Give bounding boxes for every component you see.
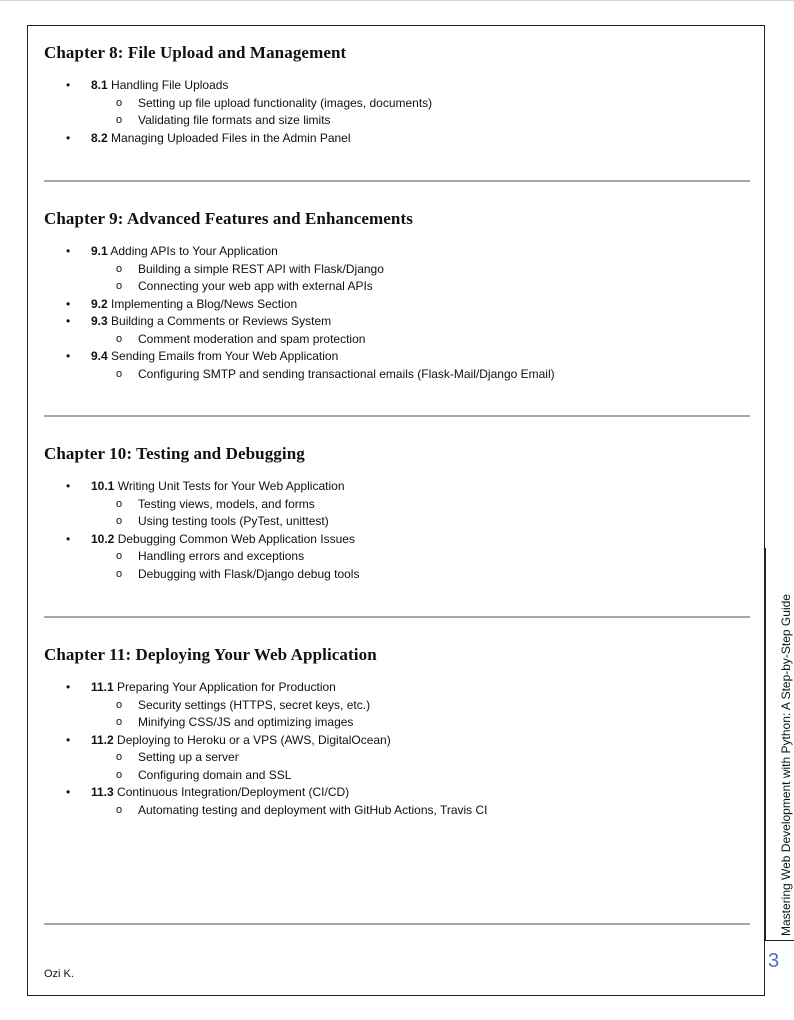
- hollow-bullet-icon: o: [116, 698, 123, 711]
- subsection-text: Validating file formats and size limits: [138, 113, 331, 127]
- section-list: [44, 478, 750, 583]
- subsection-text: Comment moderation and spam protection: [138, 331, 366, 346]
- subsection-text: Handling errors and exceptions: [138, 549, 305, 563]
- section-divider: [44, 616, 750, 618]
- section-heading: Deploying to Heroku or a VPS (AWS, DigitalOcean): [117, 732, 391, 747]
- subsection-list: [91, 548, 750, 583]
- subsection-list: [91, 496, 750, 531]
- hollow-bullet-icon: o: [116, 803, 123, 816]
- section-number: 9.3: [91, 314, 108, 328]
- chapter-title: Chapter 9: Advanced Features and Enhancements: [44, 209, 413, 228]
- hollow-bullet-icon: o: [116, 96, 123, 109]
- subsection-text: Testing views, models, and forms: [138, 496, 315, 511]
- sub-list-item: [91, 513, 750, 531]
- section-heading: Continuous Integration/Deployment (CI/CD): [117, 785, 350, 799]
- hollow-bullet-icon: o: [116, 114, 123, 126]
- subsection-list: [91, 749, 750, 784]
- hollow-bullet-icon: o: [116, 751, 123, 763]
- hollow-bullet-icon: o: [116, 515, 123, 527]
- subsection-text: Connecting your web app with external APIs: [138, 279, 373, 293]
- section-divider: [44, 923, 750, 925]
- section-number: 10.2: [91, 531, 115, 546]
- section-list: [44, 243, 750, 383]
- subsection-text: Setting up a server: [138, 750, 239, 764]
- bullet-icon: •: [66, 130, 71, 145]
- subsection-list: [91, 366, 750, 384]
- section-divider: [44, 180, 750, 182]
- list-item: [44, 348, 750, 383]
- chapter-11: [44, 645, 750, 819]
- footer-author: Ozi K.: [44, 968, 74, 980]
- list-item: [44, 784, 750, 819]
- bullet-icon: •: [66, 680, 71, 694]
- list-item: [44, 296, 750, 314]
- section-number: 11.2: [91, 732, 114, 747]
- section-number: 11.3: [91, 785, 114, 799]
- section-heading: Managing Uploaded Files in the Admin Panel: [111, 130, 351, 145]
- list-item: [44, 130, 750, 148]
- sub-list-item: [91, 331, 750, 349]
- chapter-title: Chapter 11: Deploying Your Web Application: [44, 645, 377, 664]
- bullet-icon: •: [66, 78, 71, 92]
- subsection-text: Configuring domain and SSL: [138, 767, 292, 782]
- top-border-line: [0, 0, 794, 1]
- chapter-9: [44, 209, 750, 383]
- section-heading: Debugging Common Web Application Issues: [117, 531, 355, 546]
- bullet-icon: •: [66, 296, 71, 311]
- hollow-bullet-icon: o: [116, 497, 123, 510]
- list-item: [44, 478, 750, 531]
- hollow-bullet-icon: o: [116, 280, 123, 292]
- sub-list-item: [91, 749, 750, 767]
- chapter-title: Chapter 8: File Upload and Management: [44, 43, 347, 62]
- section-list: [44, 679, 750, 819]
- section-heading: Implementing a Blog/News Section: [111, 296, 298, 311]
- hollow-bullet-icon: o: [116, 262, 123, 275]
- list-item: [44, 77, 750, 130]
- bullet-icon: •: [66, 349, 71, 363]
- page-number: 3: [768, 950, 780, 972]
- section-heading: Handling File Uploads: [111, 78, 229, 92]
- sub-list-item: [91, 548, 750, 566]
- side-rule-tick: [765, 940, 794, 941]
- subsection-list: [91, 331, 750, 349]
- sub-list-item: [91, 261, 750, 279]
- hollow-bullet-icon: o: [116, 768, 123, 781]
- chapter-title: Chapter 10: Testing and Debugging: [44, 444, 305, 463]
- subsection-text: Minifying CSS/JS and optimizing images: [138, 715, 354, 729]
- subsection-text: Debugging with Flask/Django debug tools: [138, 566, 360, 581]
- hollow-bullet-icon: o: [116, 716, 123, 728]
- section-heading: Writing Unit Tests for Your Web Application: [117, 479, 345, 493]
- subsection-list: [91, 261, 750, 296]
- bullet-icon: •: [66, 732, 71, 747]
- sub-list-item: [91, 496, 750, 514]
- subsection-list: [91, 802, 750, 820]
- sub-list-item: [91, 767, 750, 785]
- section-number: 9.4: [91, 349, 108, 363]
- section-heading: Sending Emails from Your Web Application: [111, 349, 339, 363]
- sub-list-item: [91, 697, 750, 715]
- subsection-text: Building a simple REST API with Flask/Django: [138, 261, 384, 276]
- sub-list-item: [91, 566, 750, 584]
- section-divider: [44, 415, 750, 417]
- bullet-icon: •: [66, 531, 71, 546]
- list-item: [44, 313, 750, 348]
- running-book-title: Mastering Web Development with Python: A Step-by-Step Guide: [779, 594, 793, 936]
- section-number: 8.2: [91, 130, 108, 145]
- subsection-text: Using testing tools (PyTest, unittest): [138, 514, 329, 528]
- list-item: [44, 679, 750, 732]
- bullet-icon: •: [66, 244, 71, 258]
- section-heading: Preparing Your Application for Production: [117, 680, 336, 694]
- sub-list-item: [91, 112, 750, 130]
- side-rule: [765, 548, 766, 940]
- section-number: 8.1: [91, 78, 108, 92]
- section-number: 9.2: [91, 296, 108, 311]
- sub-list-item: [91, 278, 750, 296]
- bullet-icon: •: [66, 479, 71, 493]
- list-item: [44, 732, 750, 785]
- subsection-text: Security settings (HTTPS, secret keys, etc.): [138, 697, 371, 712]
- section-heading: Building a Comments or Reviews System: [111, 314, 332, 328]
- hollow-bullet-icon: o: [116, 550, 123, 562]
- hollow-bullet-icon: o: [116, 332, 123, 345]
- hollow-bullet-icon: o: [116, 367, 123, 380]
- sub-list-item: [91, 802, 750, 820]
- chapter-8: [44, 43, 750, 147]
- hollow-bullet-icon: o: [116, 567, 123, 580]
- list-item: [44, 531, 750, 584]
- bullet-icon: •: [66, 314, 71, 328]
- subsection-list: [91, 95, 750, 130]
- section-number: 11.1: [91, 680, 114, 694]
- section-list: [44, 77, 750, 147]
- bullet-icon: •: [66, 785, 71, 799]
- sub-list-item: [91, 95, 750, 113]
- sub-list-item: [91, 366, 750, 384]
- chapter-10: [44, 444, 750, 583]
- subsection-text: Setting up file upload functionality (images, documents): [138, 95, 433, 110]
- subsection-text: Configuring SMTP and sending transactional emails (Flask-Mail/Django Email): [138, 366, 555, 381]
- section-heading: Adding APIs to Your Application: [110, 244, 278, 258]
- sub-list-item: [91, 714, 750, 732]
- list-item: [44, 243, 750, 296]
- subsection-list: [91, 697, 750, 732]
- subsection-text: Automating testing and deployment with GitHub Actions, Travis CI: [138, 802, 488, 817]
- section-number: 9.1: [91, 244, 108, 258]
- section-number: 10.1: [91, 479, 115, 493]
